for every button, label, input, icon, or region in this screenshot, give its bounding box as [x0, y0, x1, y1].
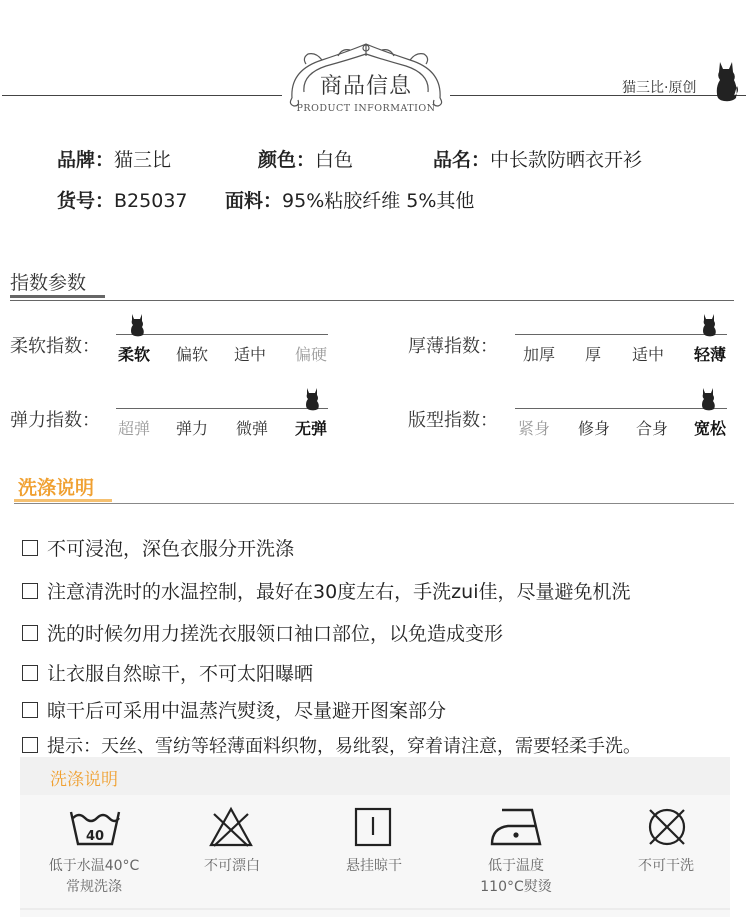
- scale-option: 厚: [585, 345, 602, 364]
- cat-marker-icon: [304, 387, 320, 411]
- care-label-line: 110°C熨烫: [480, 879, 552, 895]
- care-label: [182, 856, 282, 877]
- header-title-badge: [282, 40, 450, 120]
- scale-option: 适中: [234, 345, 267, 364]
- scale-option: 柔软: [118, 345, 151, 364]
- wash-note: [22, 732, 641, 758]
- care-label-line: 常规洗涤: [66, 879, 122, 895]
- scale-option: 微弹: [236, 419, 269, 438]
- care-label-line: 悬挂晾干: [346, 858, 402, 874]
- scale-option: 加厚: [523, 345, 556, 364]
- checkbox-icon: [22, 702, 38, 718]
- wash-note-text: 提示：天丝、雪纺等轻薄面料织物，易纰裂，穿着请注意，需要轻柔手洗。: [47, 736, 641, 757]
- checkbox-icon: [22, 583, 38, 599]
- info-sku: [57, 186, 188, 213]
- section-divider-wash: [14, 503, 734, 504]
- info-name: [433, 145, 642, 172]
- care-panel-bottom-rule: [20, 908, 730, 910]
- scale-label-softness: 柔软指数：: [10, 336, 100, 357]
- wash-note-text: 注意清洗时的水温控制，最好在30度左右，手洗zui佳，尽量避免机洗: [47, 581, 631, 603]
- checkbox-icon: [22, 540, 38, 556]
- scale-option: 宽松: [694, 419, 727, 438]
- brand-tag: 猫三比·原创: [622, 80, 697, 96]
- iron-low-icon: [488, 806, 544, 848]
- scale-track-elasticity: [116, 408, 328, 409]
- info-name-value: 中长款防晒衣开衫: [490, 149, 643, 171]
- cat-marker-icon: [129, 313, 145, 337]
- scale-option: 偏软: [176, 345, 209, 364]
- info-color-value: 白色: [315, 149, 354, 171]
- info-brand-label: 品牌：: [57, 149, 115, 171]
- section-title-index: 指数参数: [10, 272, 87, 294]
- section-underline-index: [10, 295, 105, 298]
- info-brand: [57, 145, 171, 172]
- care-label-line: 不可漂白: [204, 858, 260, 874]
- info-color: [258, 145, 353, 172]
- section-title-wash: 洗涤说明: [18, 477, 95, 499]
- info-fabric-label: 面料：: [225, 190, 283, 212]
- wash-note-text: 洗的时候勿用力搓洗衣服领口袖口部位，以免造成变形: [47, 623, 504, 645]
- info-brand-value: 猫三比: [114, 149, 172, 171]
- scale-track-thickness: [515, 334, 727, 335]
- wash-note-text: 晾干后可采用中温蒸汽熨烫，尽量避开图案部分: [47, 700, 447, 722]
- scale-option: 紧身: [518, 419, 551, 438]
- scale-track-fit: [515, 408, 727, 409]
- scale-option: 适中: [632, 345, 665, 364]
- cat-marker-icon: [701, 313, 717, 337]
- scale-label-elasticity: 弹力指数：: [10, 410, 100, 431]
- info-fabric: [225, 186, 474, 213]
- hang-dry-icon: [354, 807, 392, 847]
- wash-note: [22, 577, 630, 604]
- checkbox-icon: [22, 737, 38, 753]
- info-name-label: 品名：: [433, 149, 491, 171]
- care-label-line: 不可干洗: [638, 858, 694, 874]
- scale-option: 合身: [636, 419, 669, 438]
- scale-option: 无弹: [295, 419, 328, 438]
- scale-label-fit: 版型指数：: [408, 410, 498, 431]
- no-bleach-icon: [208, 806, 254, 848]
- section-divider-index: [10, 300, 734, 301]
- scale-option: 轻薄: [694, 345, 727, 364]
- wash-note: [22, 696, 446, 723]
- cat-marker-icon: [700, 387, 716, 411]
- care-label-line: 低于温度: [488, 858, 544, 874]
- wash-note-text: 让衣服自然晾干，不可太阳曝晒: [47, 663, 314, 685]
- checkbox-icon: [22, 665, 38, 681]
- page-subtitle: PRODUCT INFORMATION: [296, 103, 436, 114]
- scale-track-softness: [116, 334, 328, 335]
- info-sku-value: B25037: [114, 190, 188, 212]
- scale-option: 弹力: [176, 419, 209, 438]
- care-label: [462, 856, 570, 898]
- page-title: 商品信息: [319, 74, 412, 99]
- info-sku-label: 货号：: [57, 190, 115, 212]
- care-label-line: 低于水温40°C: [48, 858, 140, 874]
- care-label: [322, 856, 426, 877]
- wash-note: [22, 659, 313, 686]
- scale-label-thickness: 厚薄指数：: [408, 336, 498, 357]
- scale-option: 超弹: [118, 419, 151, 438]
- scale-option: 修身: [578, 419, 611, 438]
- wash-temp-number: 40: [85, 829, 105, 844]
- wash-note: [22, 619, 503, 646]
- wash-note-text: 不可浸泡，深色衣服分开洗涤: [47, 538, 295, 560]
- info-color-label: 颜色：: [258, 149, 316, 171]
- checkbox-icon: [22, 625, 38, 641]
- wash-40-icon: [68, 806, 122, 848]
- care-panel-header: [20, 757, 730, 795]
- no-dry-clean-icon: [646, 806, 688, 848]
- care-label: [30, 856, 158, 898]
- scale-option: 偏硬: [295, 345, 328, 364]
- section-underline-wash: [14, 499, 112, 502]
- info-fabric-value: 95%粘胶纤维 5%其他: [282, 190, 475, 212]
- wash-note: [22, 534, 294, 561]
- care-panel-title: 洗涤说明: [50, 770, 118, 790]
- care-label: [614, 856, 718, 877]
- cat-logo-icon: [714, 60, 738, 102]
